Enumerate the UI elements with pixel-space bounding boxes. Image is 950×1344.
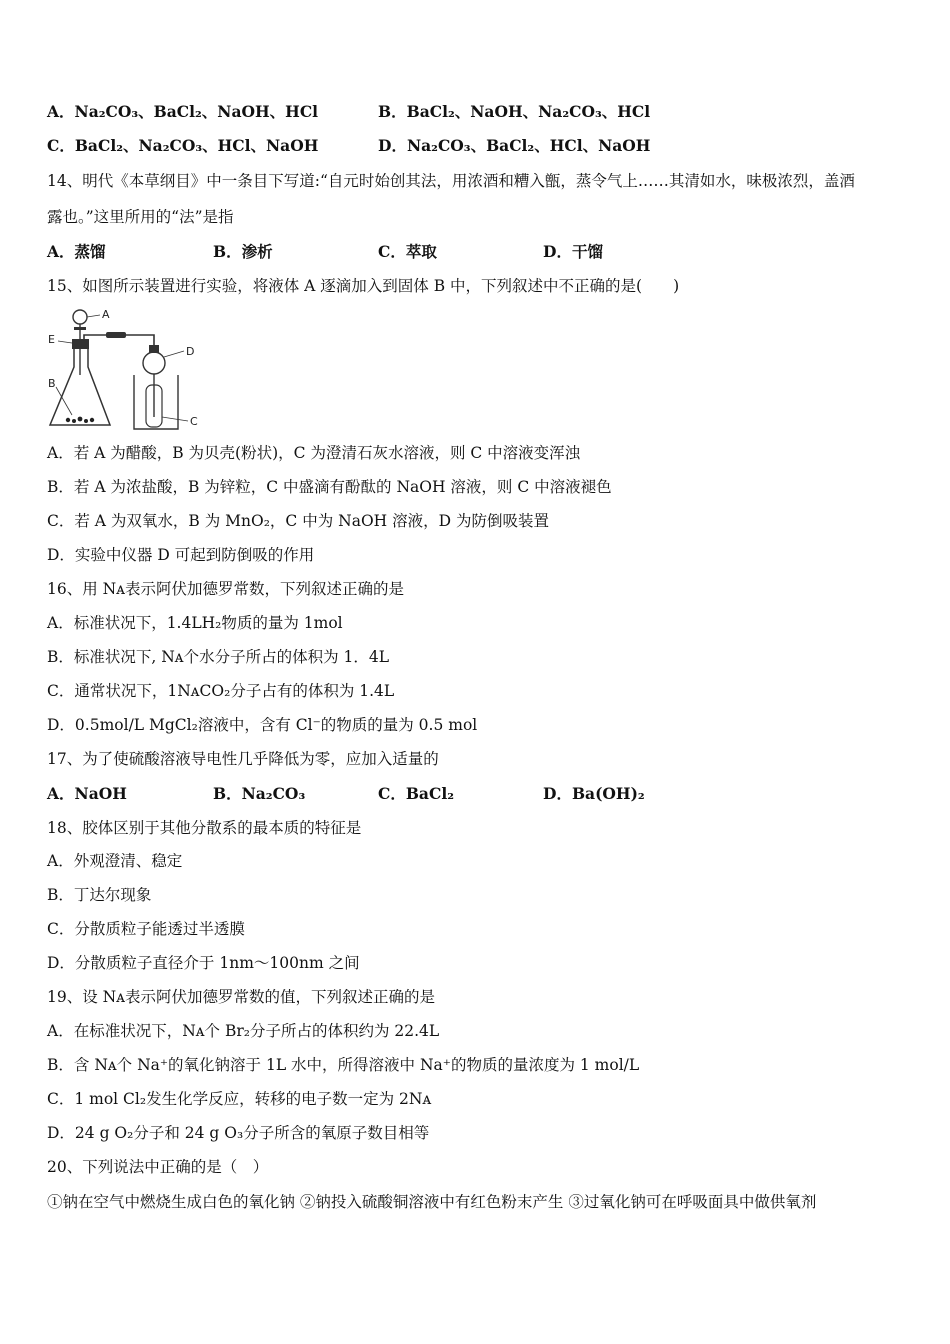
q18-option-a: A．外观澄清、稳定: [47, 852, 183, 870]
q20-statements: ①钠在空气中燃烧生成白色的氧化钠 ②钠投入硫酸铜溶液中有红色粉末产生 ③过氧化钠可在呼吸面具中做供氧剂: [47, 1193, 817, 1211]
q14-option-d: D．干馏: [543, 242, 603, 261]
q18-option-b: B．丁达尔现象: [47, 886, 152, 904]
label-b: B: [48, 377, 56, 390]
q19-option-d: D．24 g O₂分子和 24 g O₃分子所含的氧原子数目相等: [47, 1124, 430, 1142]
q15-stem: 15、如图所示装置进行实验，将液体 A 逐滴加入到固体 B 中，下列叙述中不正确的是( ): [47, 277, 680, 295]
q13-option-d: D．Na₂CO₃、BaCl₂、HCl、NaOH: [378, 136, 651, 155]
q18-stem: 18、胶体区别于其他分散系的最本质的特征是: [47, 819, 362, 837]
funnel-bulb: [73, 310, 87, 324]
q19-option-b: B．含 Nᴀ个 Na⁺的氧化钠溶于 1L 水中，所得溶液中 Na⁺的物质的量浓度为 1 mol/L: [47, 1056, 640, 1074]
q14-stem-line2: 露也。”这里所用的“法”是指: [47, 208, 234, 226]
q15-option-a: A．若 A 为醋酸，B 为贝壳(粉状)，C 为澄清石灰水溶液，则 C 中溶液变浑浊: [47, 444, 581, 462]
q19-stem: 19、设 Nᴀ表示阿伏加德罗常数的值，下列叙述正确的是: [47, 988, 435, 1006]
q16-option-a: A．标准状况下，1.4LH₂物质的量为 1mol: [47, 614, 343, 632]
q13-option-c: C．BaCl₂、Na₂CO₃、HCl、NaOH: [47, 136, 319, 155]
q15-option-c: C．若 A 为双氧水，B 为 MnO₂，C 中为 NaOH 溶液，D 为防倒吸装置: [47, 512, 549, 530]
q16-option-d: D．0.5mol/L MgCl₂溶液中，含有 Cl⁻的物质的量为 0.5 mol: [47, 716, 478, 734]
beaker-c: [134, 375, 178, 429]
q19-option-c: C．1 mol Cl₂发生化学反应，转移的电子数一定为 2Nᴀ: [47, 1090, 432, 1108]
q17-option-a: A．NaOH: [47, 784, 127, 803]
flask-stopper: [72, 339, 89, 349]
q14-option-b: B．渗析: [213, 242, 273, 261]
label-c: C: [190, 415, 198, 428]
apparatus-figure: [46, 305, 211, 435]
q16-option-c: C．通常状况下，1NᴀCO₂分子占有的体积为 1.4L: [47, 682, 395, 700]
label-d: D: [186, 345, 195, 358]
label-a: A: [102, 308, 110, 321]
q13-option-b: B．BaCl₂、NaOH、Na₂CO₃、HCl: [378, 102, 651, 121]
q14-option-c: C．萃取: [378, 242, 437, 261]
q17-option-d: D．Ba(OH)₂: [543, 784, 645, 803]
label-e: E: [48, 333, 55, 346]
q18-option-d: D．分散质粒子直径介于 1nm～100nm 之间: [47, 954, 360, 972]
funnel-stopcock: [74, 327, 86, 330]
q16-stem: 16、用 Nᴀ表示阿伏加德罗常数，下列叙述正确的是: [47, 580, 404, 598]
solid-b: [66, 417, 94, 423]
q13-option-a: A．Na₂CO₃、BaCl₂、NaOH、HCl: [47, 102, 319, 121]
q20-stem: 20、下列说法中正确的是（ ）: [47, 1158, 269, 1176]
q14-stem-line1: 14、明代《本草纲目》中一条目下写道:“自元时始创其法，用浓酒和糟入甑，蒸令气上……其清如水，味极浓烈，盖酒: [47, 172, 855, 190]
q17-option-b: B．Na₂CO₃: [213, 784, 306, 803]
q15-option-b: B．若 A 为浓盐酸，B 为锌粒，C 中盛滴有酚酞的 NaOH 溶液，则 C 中溶液褪色: [47, 478, 612, 496]
q17-stem: 17、为了使硫酸溶液导电性几乎降低为零，应加入适量的: [47, 750, 439, 768]
q18-option-c: C．分散质粒子能透过半透膜: [47, 920, 245, 938]
bulb-d: [143, 352, 165, 374]
q19-option-a: A．在标准状况下，Nᴀ个 Br₂分子所占的体积约为 22.4L: [47, 1022, 440, 1040]
q17-option-c: C．BaCl₂: [378, 784, 454, 803]
q15-option-d: D．实验中仪器 D 可起到防倒吸的作用: [47, 546, 315, 564]
rubber-joint: [106, 332, 126, 338]
q16-option-b: B．标准状况下, Nᴀ个水分子所占的体积为 1．4L: [47, 648, 390, 666]
q14-option-a: A．蒸馏: [47, 242, 106, 261]
